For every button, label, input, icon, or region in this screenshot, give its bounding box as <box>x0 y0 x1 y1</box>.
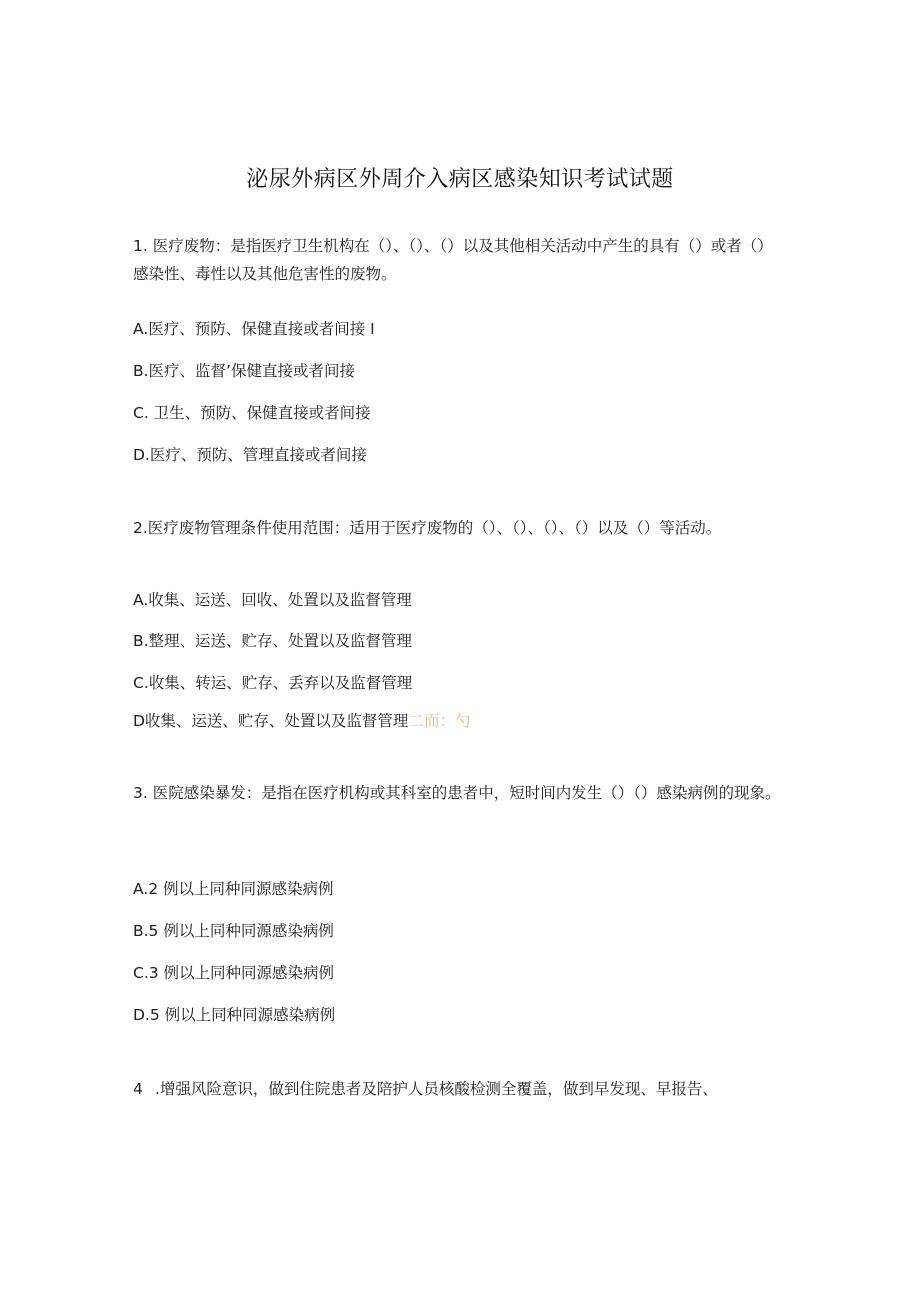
question-1-option-c: C. 卫生、预防、保健直接或者间接 <box>133 404 371 422</box>
question-3-stem: 3. 医院感染暴发：是指在医疗机构或其科室的患者中，短时间内发生（）（）感染病例的现象。 <box>133 784 781 802</box>
question-2-option-c: C.收集、转运、贮存、丢弃以及监督管理 <box>133 674 413 692</box>
question-1-stem: 1. 医疗废物：是指医疗卫生机构在（）、（）、（）以及其他相关活动中产生的具有（）或者（）感染性、毒性以及其他危害性的废物。 <box>133 237 773 283</box>
question-1-option-b: B.医疗、监督’保健直接或者间接 <box>133 362 355 380</box>
question-1-option-d: D.医疗、预防、管理直接或者间接 <box>133 446 367 464</box>
question-3-option-a: A.2 例以上同种同源感染病例 <box>133 880 334 898</box>
stray-mark: 二而：勺 <box>408 712 471 730</box>
question-2-option-d-text: D收集、运送、贮存、处置以及监督管理 <box>133 712 409 730</box>
question-4-number: 4 <box>133 1080 143 1098</box>
question-4-stem <box>133 1078 718 1100</box>
question-2-option-b: B.整理、运送、贮存、处置以及监督管理 <box>133 632 413 650</box>
question-2-stem: 2.医疗废物管理条件使用范围：适用于医疗废物的（）、（）、（）、（）以及（）等活动。 <box>133 519 722 537</box>
question-2-option-a: A.收集、运送、回收、处置以及监督管理 <box>133 591 412 609</box>
question-1-option-a: A.医疗、预防、保健直接或者间接 I <box>133 320 375 338</box>
page-title: 泌尿外病区外周介入病区感染知识考试试题 <box>246 167 674 192</box>
question-3-option-c: C.3 例以上同种同源感染病例 <box>133 964 335 982</box>
question-2-option-d <box>133 710 470 732</box>
question-3-option-b: B.5 例以上同种同源感染病例 <box>133 922 334 940</box>
question-4-text: .增强风险意识，做到住院患者及陪护人员核酸检测全覆盖，做到早发现、早报告、 <box>155 1080 718 1098</box>
question-3-option-d: D.5 例以上同种同源感染病例 <box>133 1006 336 1024</box>
